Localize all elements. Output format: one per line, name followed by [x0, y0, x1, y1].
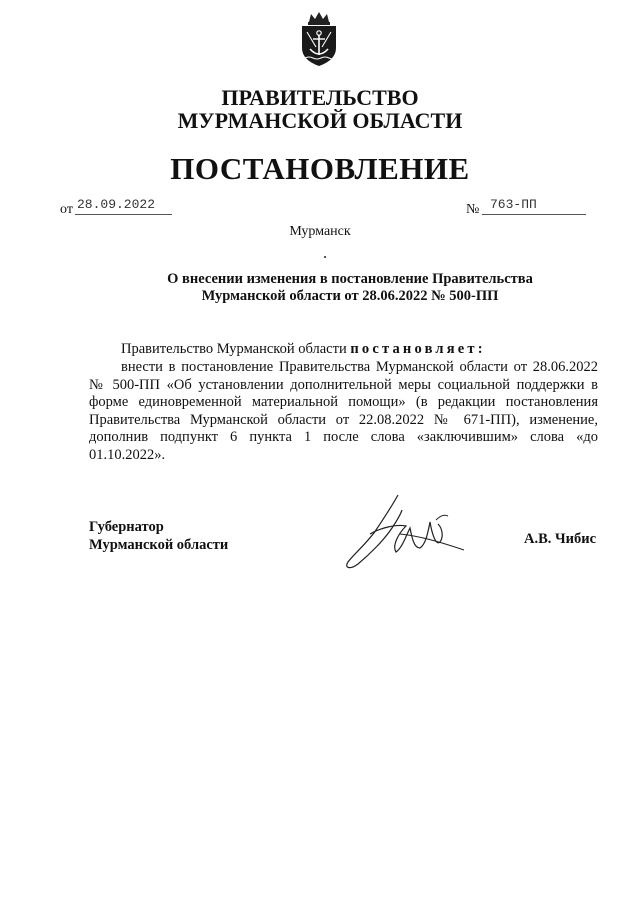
document-number: 763-ПП — [482, 197, 586, 215]
document-date: 28.09.2022 — [75, 197, 172, 215]
signatory-position — [89, 518, 228, 554]
handwritten-signature — [340, 490, 470, 572]
date-prefix: от — [60, 202, 73, 217]
subject-line1: О внесении изменения в постановление Правительства — [167, 271, 533, 287]
government-title-line2: МУРМАНСКОЙ ОБЛАСТИ — [177, 108, 463, 133]
stray-dot — [324, 256, 326, 258]
decree-word: постановляет: — [350, 341, 486, 357]
position-line1: Губернатор — [89, 519, 164, 535]
coat-of-arms-icon — [296, 10, 342, 68]
decree-paragraph-text: внести в постановление Правительства Мурманской области от 28.06.2022 № 500-ПП «Об установлении дополнительной меры социальной поддержки в форме единовременной материальной помощи» (в редакции постановления Правительства Мурманской области от 22.08.2022 № 671-ПП), изменение, дополнив подпункт 6 пункта 1 после слова «заключившим» слова «до 01.10.2022». — [89, 359, 598, 463]
government-title-line1: ПРАВИТЕЛЬСТВО — [221, 85, 419, 110]
decree-intro-text: Правительство Мурманской области — [121, 341, 347, 357]
position-line2: Мурманской области — [89, 537, 229, 553]
signatory-name: А.В. Чибис — [524, 531, 597, 547]
number-prefix: № — [466, 202, 480, 217]
decree-paragraph — [89, 359, 598, 464]
subject-line2: Мурманской области от 28.06.2022 № 500-ПП — [201, 288, 499, 304]
document-subject — [0, 271, 640, 305]
decree-intro — [89, 341, 598, 359]
document-type: ПОСТАНОВЛЕНИЕ — [170, 151, 470, 186]
city-name: Мурманск — [289, 224, 351, 239]
